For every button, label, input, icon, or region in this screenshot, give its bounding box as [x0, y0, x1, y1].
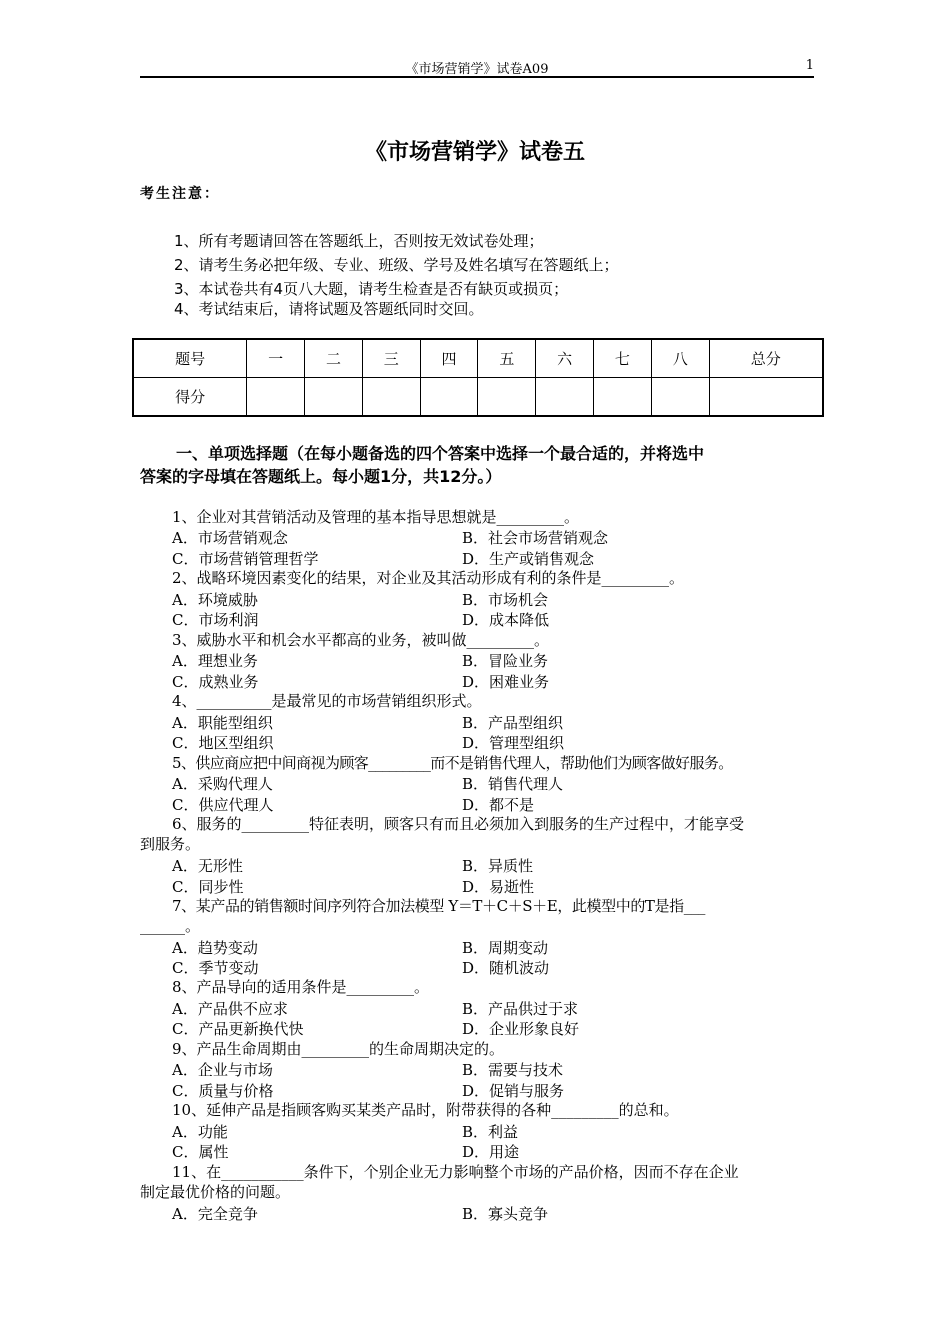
- notice-item: 3、本试卷共有4页八大题，请考生检查是否有缺页或损页；: [174, 280, 569, 298]
- score-table-header-row: [133, 339, 823, 378]
- score-blank: [594, 378, 652, 417]
- option-b: B．市场机会: [462, 591, 549, 609]
- question-stem: 2、战略环境因素变化的结果，对企业及其活动形成有利的条件是_________。: [172, 569, 685, 587]
- option-b: B．周期变动: [462, 939, 549, 957]
- score-cell: 得分: [133, 378, 247, 417]
- option-a: A．功能: [172, 1123, 228, 1141]
- score-blank: [247, 378, 305, 417]
- document-title: 《市场营销学》试卷五: [364, 140, 585, 165]
- question-stem: 8、产品导向的适用条件是_________。: [172, 978, 430, 996]
- score-blank: [651, 378, 709, 417]
- option-c: C．供应代理人: [172, 796, 274, 814]
- option-b: B．产品供过于求: [462, 1000, 579, 1018]
- option-c: C．质量与价格: [172, 1082, 274, 1100]
- score-blank: [536, 378, 594, 417]
- option-b: B．需要与技术: [462, 1061, 564, 1079]
- option-c: C．同步性: [172, 878, 244, 896]
- notice-item: 1、所有考题请回答在答题纸上，否则按无效试卷处理；: [174, 232, 544, 250]
- page-header: [140, 58, 814, 78]
- score-cell: 八: [651, 339, 709, 378]
- score-table-score-row: [133, 378, 823, 417]
- question-stem-continued: 制定最优价格的问题。: [140, 1183, 291, 1201]
- score-cell: 三: [362, 339, 420, 378]
- option-b: B．销售代理人: [462, 775, 564, 793]
- option-d: D．都不是: [462, 796, 535, 814]
- option-b: B．利益: [462, 1123, 519, 1141]
- option-d: D．用途: [462, 1143, 520, 1161]
- option-b: B．寡头竞争: [462, 1205, 549, 1223]
- option-a: A．市场营销观念: [172, 529, 288, 547]
- option-a: A．环境威胁: [172, 591, 258, 609]
- option-d: D．随机波动: [462, 959, 550, 977]
- score-blank: [478, 378, 536, 417]
- option-d: D．易逝性: [462, 878, 535, 896]
- question-stem: 7、某产品的销售额时间序列符合加法模型 Y＝T＋C＋S＋E，此模型中的T是指___: [172, 897, 706, 915]
- option-c: C．成熟业务: [172, 673, 259, 691]
- question-stem: 5、供应商应把中间商视为顾客_________而不是销售代理人，帮助他们为顾客做好服务。: [172, 754, 733, 772]
- question-stem-continued: ______。: [140, 917, 201, 935]
- page-number: 1: [805, 58, 814, 73]
- option-c: C．季节变动: [172, 959, 259, 977]
- option-d: D．促销与服务: [462, 1082, 565, 1100]
- section-heading: [140, 442, 816, 488]
- section-heading-line: 一、单项选择题（在每小题备选的四个答案中选择一个最合适的，并将选中: [176, 444, 705, 463]
- question-stem: 4、__________是最常见的市场营销组织形式。: [172, 692, 482, 710]
- option-c: C．属性: [172, 1143, 229, 1161]
- option-a: A．趋势变动: [172, 939, 258, 957]
- option-d: D．生产或销售观念: [462, 550, 595, 568]
- notice-item: 4、考试结束后，请将试题及答题纸同时交回。: [174, 300, 484, 318]
- score-blank: [362, 378, 420, 417]
- option-b: B．异质性: [462, 857, 534, 875]
- option-b: B．社会市场营销观念: [462, 529, 609, 547]
- option-c: C．地区型组织: [172, 734, 274, 752]
- option-a: A．产品供不应求: [172, 1000, 288, 1018]
- option-b: B．冒险业务: [462, 652, 549, 670]
- question-stem: 1、企业对其营销活动及管理的基本指导思想就是_________。: [172, 508, 580, 526]
- option-c: C．市场营销管理哲学: [172, 550, 319, 568]
- notice-heading: 考生注意：: [140, 186, 220, 202]
- score-cell: 四: [420, 339, 478, 378]
- score-cell: 一: [247, 339, 305, 378]
- score-blank: [420, 378, 478, 417]
- option-b: B．产品型组织: [462, 714, 564, 732]
- score-cell: 七: [594, 339, 652, 378]
- question-stem: 3、威胁水平和机会水平都高的业务，被叫做_________。: [172, 631, 550, 649]
- notice-item: 2、请考生务必把年级、专业、班级、学号及姓名填写在答题纸上；: [174, 256, 619, 274]
- score-cell: 五: [478, 339, 536, 378]
- option-a: A．采购代理人: [172, 775, 273, 793]
- option-d: D．企业形象良好: [462, 1020, 580, 1038]
- score-cell: 题号: [133, 339, 247, 378]
- option-c: C．市场利润: [172, 611, 259, 629]
- score-cell: 六: [536, 339, 594, 378]
- score-cell: 二: [305, 339, 363, 378]
- question-stem-continued: 到服务。: [140, 835, 201, 853]
- score-cell: 总分: [709, 339, 823, 378]
- option-a: A．职能型组织: [172, 714, 273, 732]
- option-a: A．无形性: [172, 857, 243, 875]
- score-blank: [709, 378, 823, 417]
- question-stem: 11、在___________条件下，个别企业无力影响整个市场的产品价格，因而不存在企业: [172, 1163, 739, 1181]
- option-a: A．企业与市场: [172, 1061, 273, 1079]
- question-stem: 9、产品生命周期由_________的生命周期决定的。: [172, 1040, 505, 1058]
- header-title: 《市场营销学》试卷A09: [405, 62, 549, 77]
- question-stem: 10、延伸产品是指顾客购买某类产品时，附带获得的各种_________的总和。: [172, 1101, 679, 1119]
- option-d: D．成本降低: [462, 611, 550, 629]
- option-a: A．理想业务: [172, 652, 258, 670]
- option-c: C．产品更新换代快: [172, 1020, 304, 1038]
- section-heading-line: 答案的字母填在答题纸上。每小题1分，共12分。）: [140, 467, 502, 486]
- question-stem: 6、服务的_________特征表明，顾客只有而且必须加入到服务的生产过程中，才能享受: [172, 815, 745, 833]
- option-d: D．困难业务: [462, 673, 550, 691]
- score-blank: [305, 378, 363, 417]
- option-d: D．管理型组织: [462, 734, 565, 752]
- option-a: A．完全竞争: [172, 1205, 258, 1223]
- score-table: [132, 338, 824, 417]
